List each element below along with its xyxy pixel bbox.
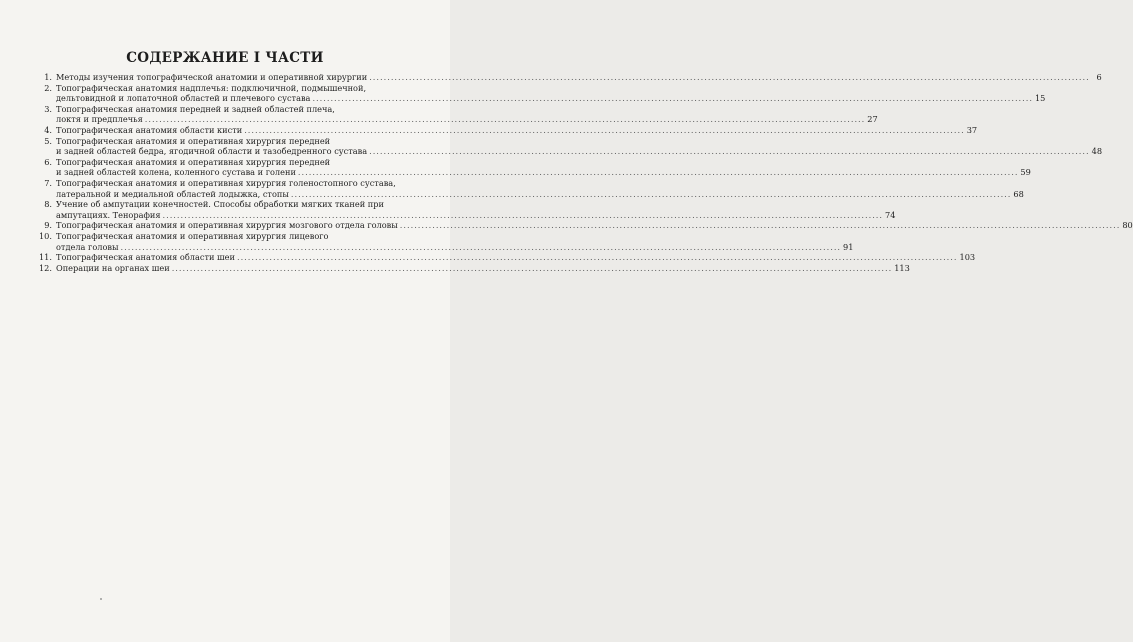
- toc-entry-number: 12.: [38, 262, 52, 273]
- toc-entry-page-number: 103: [959, 252, 976, 263]
- toc-entry-last-line: [56, 146, 1103, 157]
- toc-entry-text: Методы изучения топографической анатомии и оперативной хирургии: [56, 72, 368, 82]
- toc-entry-last-line: [56, 167, 1031, 178]
- toc-entry-number: 6.: [44, 156, 52, 167]
- toc-entry-last-line: [56, 209, 896, 221]
- toc-entry: [36, 82, 1046, 104]
- toc-entry-text: локтя и предплечья: [56, 114, 143, 125]
- toc-entry-page-number: 37: [966, 124, 978, 135]
- toc-entry-number: 2.: [44, 82, 52, 93]
- toc-entry-text: Топографическая анатомия передней и задней областей плеча,: [56, 103, 335, 114]
- dot-leader: [312, 93, 1033, 104]
- toc-entry-text: Топографическая анатомия и оперативная хирургия мозгового отдела головы: [56, 220, 398, 231]
- toc-entry-last-line: [56, 241, 854, 253]
- toc-entry-text: ампутациях. Тенорафия: [56, 209, 161, 220]
- toc-entry-page-number: 59: [1020, 167, 1031, 178]
- toc-entry: [36, 72, 1102, 83]
- toc-entry: [36, 220, 1133, 231]
- toc-entry-last-line: [56, 188, 1024, 200]
- toc-entry-number: 10.: [38, 230, 52, 241]
- toc-entry: [36, 177, 1024, 199]
- dot-leader: [369, 72, 1090, 83]
- toc-entry-text: Топографическая анатомия области кисти: [56, 124, 243, 135]
- dot-leader: [121, 242, 842, 253]
- dot-leader: [369, 146, 1090, 157]
- toc-entry-last-line: [56, 114, 878, 125]
- toc-entry-last-line: [56, 262, 910, 274]
- toc-entry-number: 5.: [44, 135, 52, 146]
- dot-leader: [145, 114, 866, 125]
- toc-entry: [36, 199, 896, 220]
- toc-entry-number: 4.: [44, 124, 52, 135]
- toc-entry-number: 1.: [44, 72, 52, 82]
- toc-entry-number: 7.: [44, 177, 52, 188]
- toc-entry-text: Операции на органах шеи: [56, 262, 170, 273]
- toc-entry-page-number: 15: [1034, 93, 1046, 104]
- toc-entry: [36, 156, 1031, 178]
- toc-entry-page-number: 113: [894, 262, 910, 273]
- toc-entry-text: и задней областей колена, коленного сустава и голени: [56, 167, 296, 178]
- dot-leader: [400, 220, 1121, 231]
- toc-entry: [36, 262, 910, 274]
- toc-entry-page-number: 6: [1096, 72, 1102, 82]
- toc-entry-last-line: [56, 93, 1046, 104]
- toc-entry-last-line: [56, 72, 1102, 83]
- toc-entry: [36, 124, 978, 136]
- toc-entry: [36, 135, 1103, 157]
- toc-entry-last-line: [56, 252, 976, 263]
- toc-entry-last-line: [56, 124, 978, 136]
- toc-entry-text: Топографическая анатомия и оперативная хирургия передней: [56, 156, 331, 167]
- dot-leader: [172, 263, 893, 274]
- dot-leader: [244, 125, 965, 136]
- toc-entry-text: латеральной и медиальной областей лодыжка, стопы: [56, 188, 289, 199]
- dot-leader: [291, 189, 1012, 200]
- toc-entry-text: отдела головы: [56, 241, 119, 252]
- toc-entry-page-number: 48: [1091, 146, 1103, 157]
- dot-leader: [237, 252, 958, 263]
- toc-entry-number: 8.: [44, 199, 52, 210]
- toc-entry-page-number: 91: [843, 241, 854, 252]
- toc-entry-page-number: 74: [885, 209, 896, 220]
- toc-entry-text: и задней областей бедра, ягодичной области и тазобедренного сустава: [56, 146, 368, 157]
- toc-entry-page-number: 80: [1122, 220, 1133, 231]
- toc-entry-text: Топографическая анатомия и оперативная хирургия голеностопного сустава,: [56, 177, 396, 188]
- paper-speck: [100, 598, 102, 600]
- toc-entry-number: 9.: [44, 220, 52, 231]
- toc-entry-text: Топографическая анатомия и оперативная хирургия лицевого: [56, 230, 329, 241]
- toc-entry-text: Топографическая анатомия области шеи: [56, 252, 235, 263]
- toc-entry-number: 3.: [44, 103, 52, 114]
- dot-leader: [163, 210, 884, 221]
- toc-entry-text: дельтовидной и лопаточной областей и плечевого сустава: [56, 93, 311, 104]
- toc-entry-page-number: 68: [1013, 188, 1024, 199]
- page-title: СОДЕРЖАНИЕ I ЧАСТИ: [126, 50, 324, 66]
- toc-entry-text: Топографическая анатомия и оперативная хирургия передней: [56, 135, 331, 146]
- toc-entry: [36, 230, 854, 252]
- table-of-contents: [36, 72, 1133, 273]
- toc-entry-last-line: [56, 220, 1133, 231]
- toc-entry: [36, 252, 976, 263]
- toc-entry: [36, 103, 878, 125]
- dot-leader: [298, 167, 1019, 178]
- toc-entry-text: Учение об ампутации конечностей. Способы обработки мягких тканей при: [56, 199, 384, 210]
- toc-entry-text: Топографическая анатомия надплечья: подключичной, подмышечной,: [56, 82, 367, 93]
- toc-entry-number: 11.: [38, 252, 52, 263]
- toc-entry-page-number: 27: [867, 114, 878, 125]
